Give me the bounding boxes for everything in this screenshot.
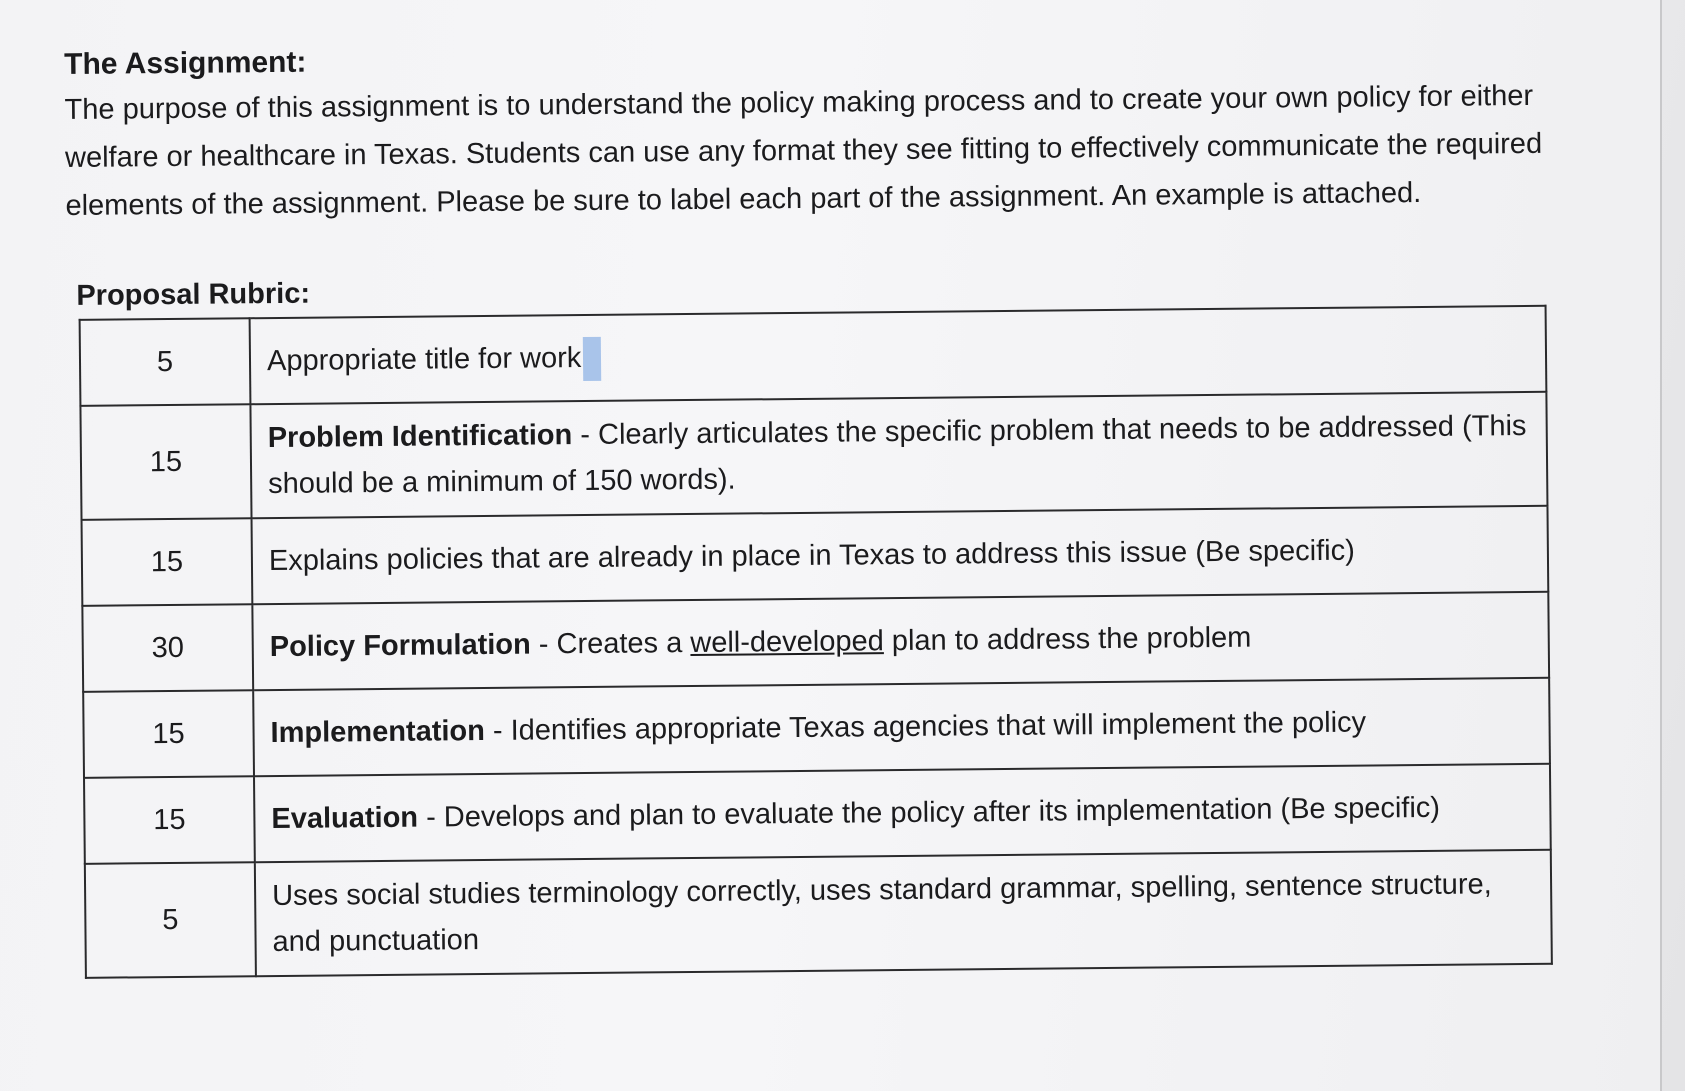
rubric-title: Proposal Rubric: bbox=[76, 277, 311, 312]
rubric-row bbox=[82, 592, 1549, 692]
rubric-points: 15 bbox=[83, 690, 254, 778]
rubric-criterion[interactable] bbox=[250, 306, 1547, 404]
rubric-criterion-text: Uses social studies terminology correctly, uses standard grammar, spelling, sentence structure, and punctuation bbox=[271, 868, 1492, 959]
rubric-points: 5 bbox=[80, 318, 251, 406]
rubric-criterion[interactable] bbox=[255, 850, 1552, 976]
rubric-criterion-lead: Policy Formulation bbox=[269, 628, 531, 664]
document-content bbox=[64, 34, 1573, 979]
rubric-row bbox=[80, 392, 1547, 520]
rubric-criterion-text-end: plan to address the problem bbox=[883, 621, 1252, 658]
rubric-criterion[interactable] bbox=[254, 764, 1551, 862]
rubric-criterion-text: - Creates a bbox=[530, 627, 691, 661]
rubric-criterion-text: Appropriate title for work bbox=[266, 341, 582, 377]
text-cursor bbox=[583, 337, 601, 381]
rubric-criterion[interactable] bbox=[253, 678, 1550, 776]
rubric-row bbox=[84, 764, 1551, 864]
rubric-criterion-lead: Problem Identification bbox=[267, 419, 573, 455]
rubric-criterion-text: - Identifies appropriate Texas agencies that will implement the policy bbox=[484, 706, 1367, 747]
rubric-points: 15 bbox=[80, 404, 251, 520]
rubric-row bbox=[80, 306, 1547, 406]
rubric-criterion-lead: Implementation bbox=[270, 714, 486, 750]
rubric-points: 5 bbox=[85, 862, 256, 978]
rubric-criterion[interactable] bbox=[250, 392, 1547, 518]
rubric-criterion-text: - Develops and plan to evaluate the policy after its implementation (Be specific) bbox=[417, 791, 1441, 834]
rubric-points: 15 bbox=[82, 518, 253, 606]
rubric-criterion-underlined: well-developed bbox=[690, 625, 884, 660]
rubric-table bbox=[79, 305, 1553, 979]
rubric-criterion-text: - Clearly articulates the specific problem that needs to be addressed (This should be a minimum of 150 words). bbox=[268, 409, 1527, 501]
rubric-criterion[interactable] bbox=[252, 506, 1549, 604]
rubric-points: 15 bbox=[84, 776, 255, 864]
rubric-criterion[interactable] bbox=[252, 592, 1549, 690]
rubric-criterion-text: Explains policies that are already in place in Texas to address this issue (Be specific) bbox=[268, 534, 1355, 578]
rubric-points: 30 bbox=[82, 604, 253, 692]
rubric-row bbox=[82, 506, 1549, 606]
rubric-criterion-lead: Evaluation bbox=[271, 801, 419, 836]
rubric-row bbox=[85, 850, 1552, 978]
rubric-row bbox=[83, 678, 1550, 778]
assignment-heading: The Assignment: bbox=[64, 45, 307, 81]
assignment-description: The purpose of this assignment is to understand the policy making process and to create your own policy for either welfare or healthcare in Texas. Students can use any format they see fitting to effectively communicate the required elements of the assignment. Please be sure to label each part of the assignment. An example is attached. bbox=[64, 79, 1543, 222]
